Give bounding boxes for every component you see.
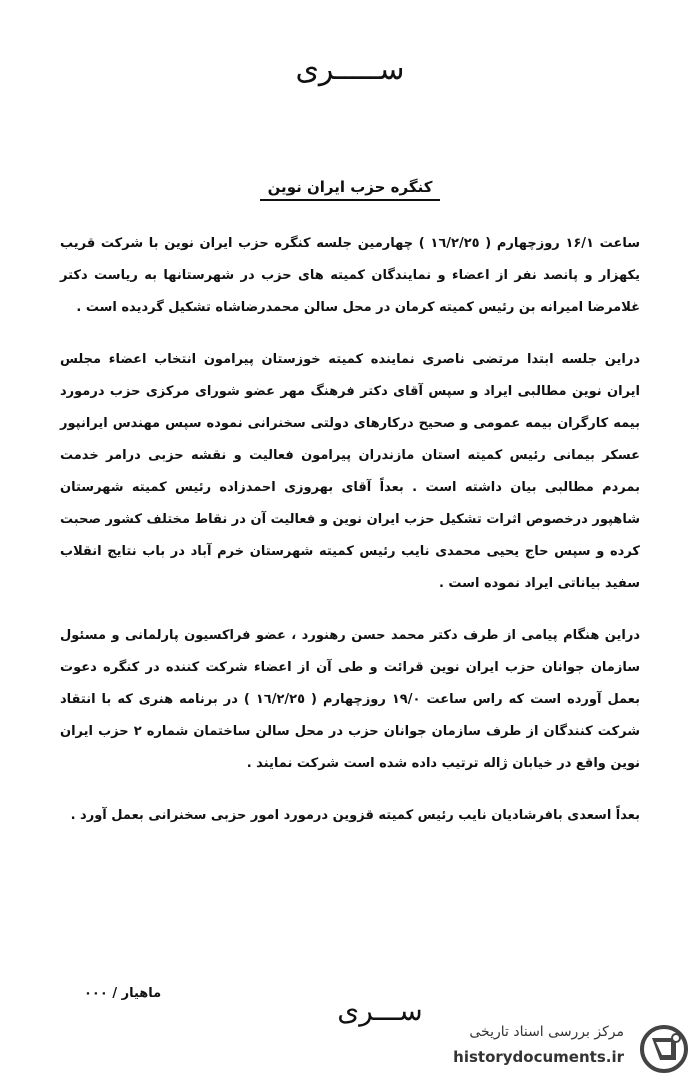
paragraph-4: بعداً اسعدی بافرشادیان نایب رئیس کمیته قزوین درمورد امور حزبی سخنرانی بعمل آورد . [70,808,640,823]
archive-watermark [418,1022,694,1076]
watermark-url: historydocuments.ir [453,1048,624,1066]
document-title-text: کنگره حزب ایران نوین [260,178,441,201]
document-title [0,178,700,196]
document-body [60,228,640,852]
watermark-name: مرکز بررسی اسناد تاریخی [469,1024,624,1040]
paragraph-3: دراین هنگام پیامی از طرف دکتر محمد حسن رهنورد ، عضو فراکسیون پارلمانی و مسئول سازمان جوانان حزب ایران نوین قرائت و طی آن از اعضاء شرکت کننده در کنگره دعوت بعمل آورده است که راس ساعت ۱۹/۰ روزچهارم ( ۱٦/٢/٢٥ ) در برنامه هنری که با انتقاد شرکت کنندگان از طرف سازمان جوانان حزب در محل سالن ساختمان شماره ۲ حزب ایران نوین واقع در خیابان ژاله ترتیب داده شده است شرکت نمایند . [60,628,640,771]
paragraph-1: ساعت ۱۶/۱ روزچهارم ( ۱٦/٢/٢٥ ) چهارمین جلسه کنگره حزب ایران نوین با شرکت قریب یکهزار و پانصد نفر از اعضاء و نمایندگان کمیته های حزب در شهرستانها به ریاست دکتر غلامرضا امیرانه بن رئیس کمیته کرمان در محل سالن محمدرضاشاه تشکیل گردیده است . [60,236,640,315]
reference-code: ماهیار / ۰۰۰ [84,986,162,1001]
classification-header: ســـــری [295,52,405,87]
paragraph-2: دراین جلسه ابتدا مرتضی ناصری نماینده کمیته خوزستان پیرامون انتخاب اعضاء مجلس ایران نوین مطالبی ایراد و سپس آقای دکتر فرهنگ مهر عضو شورای مرکزی حزب درمورد بیمه کارگران بیمه عمومی و صحیح درکارهای دولتی سخنرانی نموده سپس مهندس ایرانپور عسکر بیمانی رئیس کمیته استان مازندران پیرامون فعالیت و نقشه حزبی درامر خدمت بمردم مطالبی بیان داشته است . بعداً آقای بهروزی احمدزاده رئیس کمیته شهرستان شاهپور درخصوص اثرات تشکیل حزب ایران نوین و فعالیت آن در نقاط مختلف کشور صحبت کرده و سپس حاج یحیی محمدی نایب رئیس کمیته شهرستان خرم آباد در باب نتایج انقلاب سفید بیاناتی ایراد نموده است . [60,352,640,591]
archive-logo-icon [638,1024,690,1074]
classification-footer: ســـری [337,994,423,1027]
